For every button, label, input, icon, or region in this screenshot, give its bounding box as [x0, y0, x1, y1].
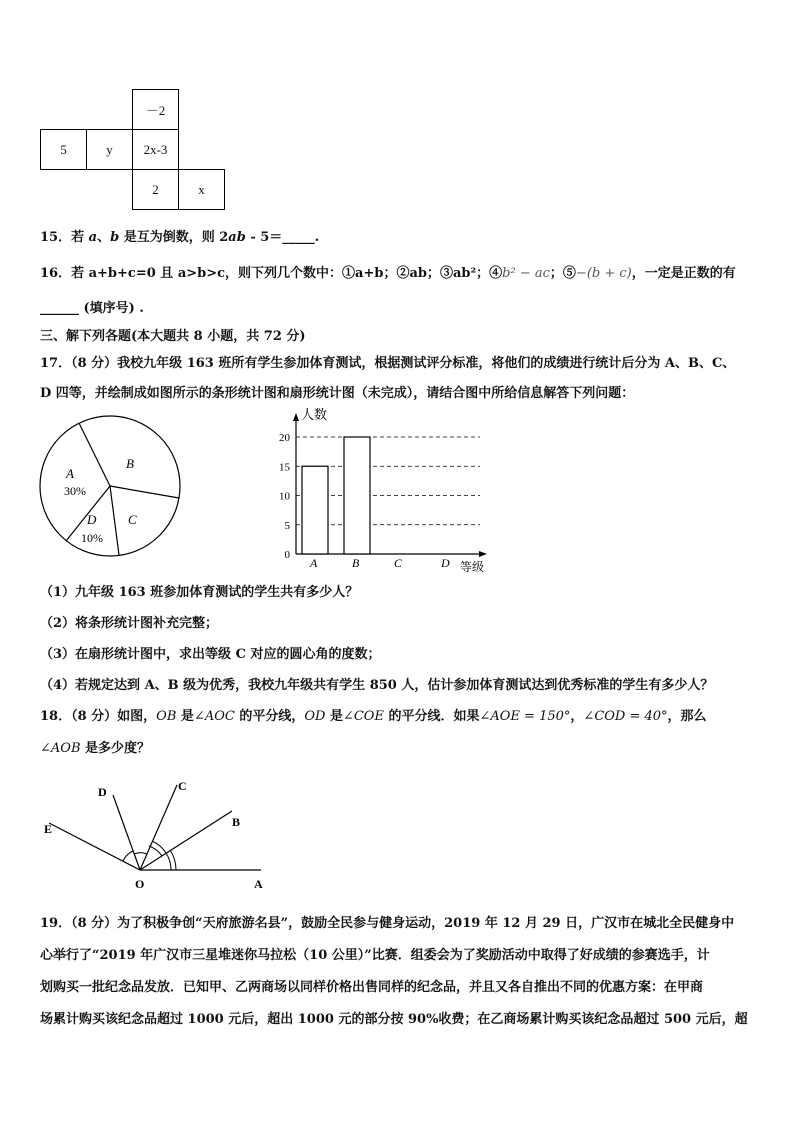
x-axis-label: 等级	[460, 560, 485, 574]
arc-cod	[134, 853, 147, 854]
q18-t3: 的平分线，	[234, 709, 305, 724]
q18-line1	[40, 708, 707, 725]
ray-ob	[140, 811, 232, 870]
q15-end: .	[314, 230, 320, 245]
q18-angle-aob: ∠AOB	[40, 741, 81, 756]
q18-line2	[40, 740, 150, 757]
arc-boc-2	[152, 841, 166, 853]
pie-label-d: D	[87, 512, 97, 527]
y-axis-label: 人数	[301, 407, 328, 422]
q19-line1: 19．（8 分）为了积极争创“天府旅游名县”，鼓励全民参与健身运动，2019 年 12 月 29 日，广汉市在城北全民健身中	[40, 916, 735, 931]
y-axis-arrow	[293, 413, 299, 421]
q19-line2: 心举行了“2019 年广汉市三星堆迷你马拉松（10 公里）”比赛．组委会为了奖励活动中取得了好成绩的参赛选手，计	[40, 948, 710, 963]
q18-angle-coe: ∠COE	[342, 709, 384, 724]
q18-angle-cod: ∠COD = 40°	[583, 709, 668, 724]
pie-label-b: B	[126, 456, 134, 471]
q18-t6: ，	[570, 709, 584, 724]
arc-boc-1	[149, 846, 162, 856]
q18-t5: 的平分线．如果	[383, 709, 480, 724]
x-axis-arrow	[479, 551, 487, 557]
net-cell-2: y	[86, 129, 133, 170]
q18-ob: OB	[156, 709, 177, 724]
q16-blank: ______	[40, 301, 79, 316]
q16-line1: 若 a+b+c=0 且 a>b>c，则下列几个数中：①a+b；②ab；③ab²；④	[71, 266, 503, 281]
net-cell-3: 2x-3	[132, 129, 179, 170]
label-a: A	[254, 877, 263, 891]
q18-t7: ，那么	[667, 709, 707, 724]
net-cell-5: x	[178, 169, 225, 210]
arc-doe	[123, 851, 133, 861]
q16-tail: ，一定是正数的有	[631, 266, 736, 281]
net-cell-0: －2	[132, 89, 179, 130]
bar-A	[302, 466, 328, 554]
bar-chart	[255, 405, 500, 575]
y-tick-label-10: 10	[279, 490, 290, 503]
y-tick-label-5: 5	[284, 519, 290, 532]
bar-B	[344, 437, 370, 554]
q16-expr4: b² − ac	[502, 266, 550, 281]
q19-line4: 场累计购买该纪念品超过 1000 元后，超出 1000 元的部分按 90%收费；在乙商场累计购买该纪念品超过 500 元后，超	[40, 1012, 748, 1027]
label-b: B	[232, 815, 241, 829]
q15-blank: _____	[282, 230, 315, 245]
label-o: O	[135, 877, 145, 891]
q18-angle-aoe: ∠AOE = 150°	[479, 709, 571, 724]
question-15	[40, 229, 319, 246]
x-tick-label-B: B	[352, 556, 360, 570]
q17-line2: D 四等，并绘制成如图所示的条形统计图和扇形统计图（未完成），请结合图中所给信息解答下列问题：	[40, 386, 635, 401]
q16-sep4: ；⑤	[549, 266, 576, 281]
x-tick-label-A: A	[310, 556, 318, 570]
pie-divider-ab	[79, 423, 110, 486]
q17-line1: 17．（8 分）我校九年级 163 班所有学生参加体育测试，根据测试评分标准，将他们的成绩进行统计后分为 A、B、C、	[40, 356, 736, 371]
pie-label-c: C	[128, 512, 137, 527]
pie-divider-bc	[110, 486, 179, 498]
net-cell-1: 5	[40, 129, 87, 170]
y-tick-label-20: 20	[279, 432, 290, 444]
q17-sub2: （2）将条形统计图补充完整；	[40, 616, 219, 631]
label-c: C	[178, 779, 187, 793]
pie-chart	[36, 412, 186, 562]
section-3-heading: 三、解下列各题(本大题共 8 小题，共 72 分)	[40, 329, 306, 344]
q18-angle-aoc: ∠AOC	[193, 709, 235, 724]
q15-var-b: b	[110, 230, 120, 245]
ray-oc	[140, 785, 177, 870]
net-cell-4: 2	[132, 169, 179, 210]
q16-number: 16．	[40, 266, 72, 281]
q15-text-a: 若	[71, 230, 89, 245]
q17-sub4: （4）若规定达到 A、B 级为优秀，我校九年级共有学生 850 人，估计参加体育测试达到优秀标准的学生有多少人？	[40, 678, 714, 693]
q18-t1: 18．（8 分）如图，	[40, 709, 157, 724]
q17-sub3: （3）在扇形统计图中，求出等级 C 对应的圆心角的度数；	[40, 647, 381, 662]
pie-label-a: A	[66, 466, 74, 481]
y-tick-label-0: 0	[284, 549, 290, 561]
question-16-line2	[40, 300, 144, 317]
ray-oe	[49, 823, 140, 870]
angle-figure	[36, 775, 286, 895]
pie-pct-a: 30%	[64, 484, 86, 498]
q19-line3: 划购买一批纪念品发放．已知甲、乙两商场以同样价格出售同样的纪念品，并且又各自推出不同的优惠方案：在甲商	[40, 980, 704, 995]
q18-t4: 是	[325, 709, 343, 724]
q18-t8: 是多少度？	[80, 741, 151, 756]
cube-net	[0, 0, 794, 220]
q15-sep: 、	[97, 230, 111, 245]
q16-line2: (填序号) .	[79, 301, 144, 316]
pie-divider-cd	[110, 486, 119, 555]
label-d: D	[98, 785, 107, 799]
x-tick-label-C: C	[394, 556, 403, 570]
q15-var-a: a	[88, 230, 98, 245]
q18-od: OD	[304, 709, 326, 724]
q15-number: 15．	[40, 230, 72, 245]
q15-text-b: 是互为倒数，则 2	[119, 230, 229, 245]
arc-aob-1	[166, 853, 171, 870]
y-tick-label-15: 15	[279, 461, 290, 474]
q18-t2: 是	[176, 709, 194, 724]
q15-text-c: - 5＝	[245, 230, 283, 245]
q16-expr5: −(b + c)	[575, 266, 632, 281]
q17-sub1: （1）九年级 163 班参加体育测试的学生共有多少人？	[40, 585, 359, 600]
question-16-line1	[40, 265, 736, 282]
q15-var-ab: ab	[228, 230, 246, 245]
label-e: E	[44, 822, 53, 836]
pie-pct-d: 10%	[81, 531, 103, 545]
x-tick-label-D: D	[441, 556, 450, 570]
